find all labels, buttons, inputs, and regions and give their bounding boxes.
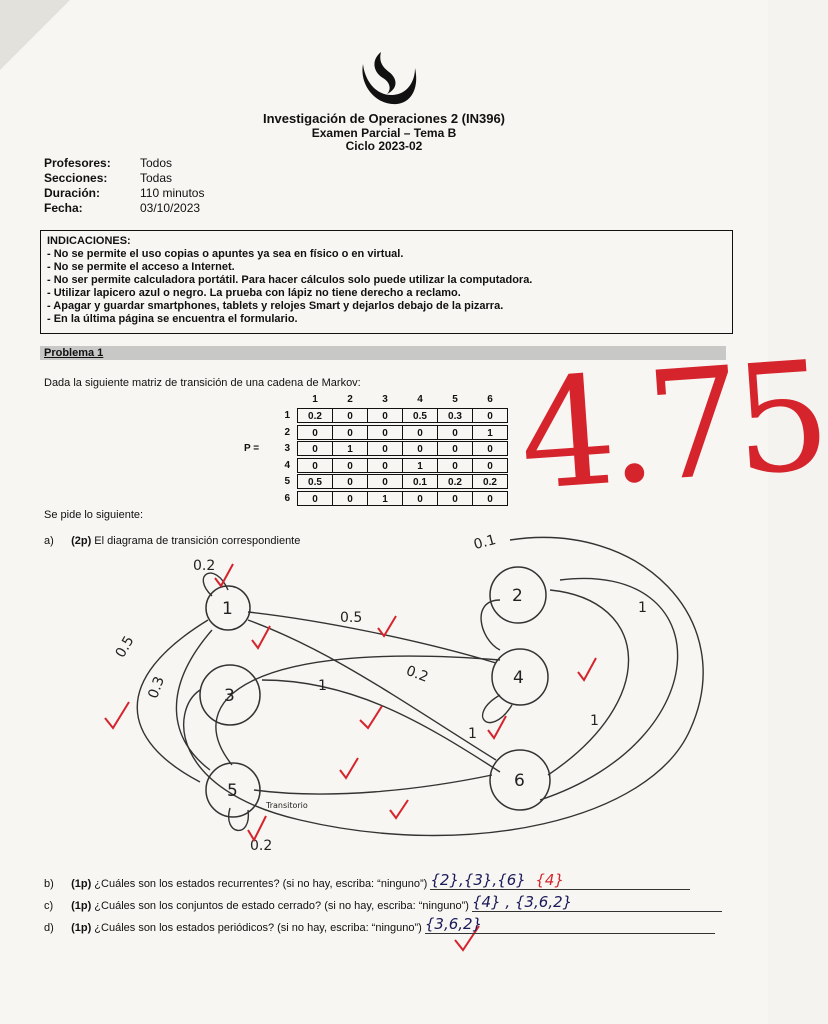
matrix-cell: 0.5 [402,408,438,423]
col-header: 3 [382,393,388,405]
problem-title: Problema 1 [44,347,104,359]
row-label: 3 [284,443,290,455]
matrix-cell: 0 [437,441,473,456]
question-a: a) (2p) El diagrama de transición correspondiente [44,535,301,547]
question-d: d) (1p) ¿Cuáles son los estados periódicos? (si no hay, escriba: “ninguno”) {3,6,2} [44,915,715,934]
col-header: 2 [347,393,353,405]
meta-row: Fecha: 03/10/2023 [44,201,201,215]
matrix-cell: 0 [367,425,403,440]
matrix-cell: 0 [332,458,368,473]
matrix-cell: 0 [297,425,333,440]
question-b: b) (1p) ¿Cuáles son los estados recurrentes? (si no hay, escriba: “ninguno”) {2},{3},{6} {4} [44,871,690,890]
instruction-item: - No ser permite calculadora portátil. Para hacer cálculos solo puede utilizar la computadora. [47,274,533,286]
matrix-cell: 0 [332,408,368,423]
row-label: 6 [284,492,290,504]
row-label: 4 [284,459,290,471]
meta-row: Duración: 110 minutos [44,186,205,200]
row-label: 5 [284,476,290,488]
matrix-cell: 0.2 [472,474,508,489]
edge-label: 0.2 [193,558,216,574]
transient-note: Transitorio [266,801,308,810]
edge-label: 0.3 [145,674,168,701]
col-header: 4 [417,393,423,405]
matrix-cell: 0 [402,441,438,456]
instructions-title: INDICACIONES: [47,235,131,247]
matrix-cell: 0 [332,425,368,440]
answer-field[interactable]: {2},{3},{6} {4} [430,871,690,890]
answer-field[interactable]: {3,6,2} [425,915,715,934]
node-label: 1 [222,599,233,619]
matrix-cell: 0 [472,458,508,473]
edge-label: 0.1 [472,531,498,554]
matrix-cell: 0 [297,491,333,506]
edge-label: 1 [590,713,599,729]
matrix-cell: 0 [437,425,473,440]
edge-label: 0.5 [340,610,363,626]
col-header: 6 [487,393,493,405]
row-label: 1 [284,410,290,422]
matrix-cell: 0 [332,474,368,489]
grade-mark: 4.75 [514,329,828,525]
node-label: 6 [514,771,525,791]
matrix-cell: 0 [437,458,473,473]
edge-label: 1 [318,678,327,694]
edge-label: 1 [638,600,647,616]
instruction-item: - Apagar y guardar smartphones, tablets y relojes Smart y dejarlos debajo de la pizarra. [47,300,504,312]
matrix-cell: 1 [332,441,368,456]
edge-label: 0.2 [250,838,273,854]
matrix-cell: 0.3 [437,408,473,423]
matrix-cell: 0 [297,441,333,456]
instruction-item: - Utilizar lapicero azul o negro. La prueba con lápiz no tiene derecho a reclamo. [47,287,461,299]
matrix-cell: 0 [472,408,508,423]
matrix-cell: 0 [402,425,438,440]
matrix-cell: 0.5 [297,474,333,489]
node-label: 2 [512,586,523,606]
edge-label: 1 [468,726,477,742]
answer-field[interactable]: {4} , {3,6,2} [472,893,722,912]
instruction-item: - No se permite el acceso a Internet. [47,261,235,273]
course-title: Investigación de Operaciones 2 (IN396) [262,111,506,126]
matrix-cell: 0.1 [402,474,438,489]
matrix-cell: 0 [367,458,403,473]
matrix-label: P = [244,443,260,454]
matrix-cell: 0 [472,491,508,506]
matrix-cell: 0 [297,458,333,473]
meta-row: Profesores: Todos [44,156,173,170]
matrix-cell: 0 [472,441,508,456]
instruction-item: - En la última página se encuentra el formulario. [47,313,298,325]
matrix-cell: 0 [332,491,368,506]
matrix-cell: 0.2 [437,474,473,489]
task-prompt: Se pide lo siguiente: [44,509,144,521]
problem-intro: Dada la siguiente matriz de transición de una cadena de Markov: [44,377,361,389]
matrix-cell: 0.2 [297,408,333,423]
node-label: 3 [224,686,235,706]
matrix-cell: 1 [367,491,403,506]
matrix-cell: 0 [367,474,403,489]
node-label: 5 [227,781,238,801]
question-c: c) (1p) ¿Cuáles son los conjuntos de estado cerrado? (si no hay, escriba: “ninguno”) {4} , {3,6,2} [44,893,722,912]
col-header: 5 [452,393,458,405]
col-header: 1 [312,393,318,405]
matrix-cell: 1 [472,425,508,440]
row-label: 2 [284,426,290,438]
matrix-cell: 0 [437,491,473,506]
meta-row: Secciones: Todas [44,171,173,185]
matrix-cell: 0 [367,441,403,456]
node-label: 4 [513,668,524,688]
matrix-cell: 0 [402,491,438,506]
edge-label: 0.2 [403,663,431,686]
edge-label: 0.5 [112,633,138,661]
matrix-cell: 0 [367,408,403,423]
cycle-title: Ciclo 2023-02 [345,139,423,153]
matrix-cell: 1 [402,458,438,473]
instruction-item: - No se permite el uso copias o apuntes ya sea en físico o en virtual. [47,248,404,260]
exam-title: Examen Parcial – Tema B [311,126,457,140]
